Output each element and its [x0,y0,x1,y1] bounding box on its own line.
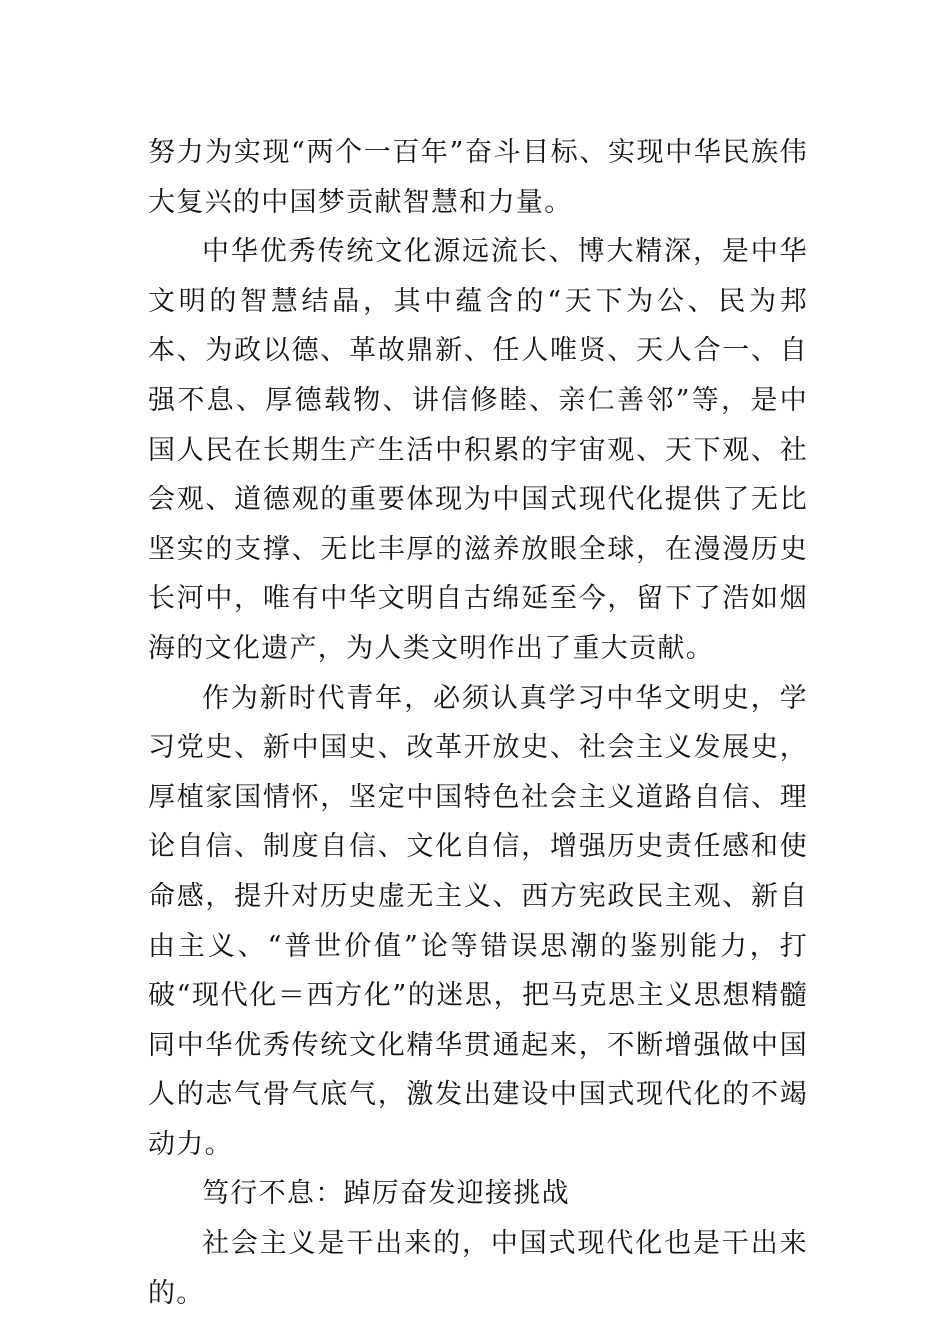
document-body [148,128,808,1318]
paragraph-final: 社会主义是干出来的，中国式现代化也是干出来的。 [148,1228,808,1309]
paragraph-traditional-culture: 中华优秀传统文化源远流长、博大精深，是中华文明的智慧结晶，其中蕴含的“天下为公、民为邦本、为政以德、革故鼎新、任人唯贤、天人合一、自强不息、厚德载物、讲信修睦、亲仁善邻”等，是中国人民在长期生产生活中积累的宇宙观、天下观、社会观、道德观的重要体现为中国式现代化提供了无比坚实的支撑、无比丰厚的滋养放眼全球，在漫漫历史长河中，唯有中华文明自古绵延至今，留下了浩如烟海的文化遗产，为人类文明作出了重大贡献。 [148,236,808,664]
paragraph-youth-responsibility: 作为新时代青年，必须认真学习中华文明史，学习党史、新中国史、改革开放史、社会主义发展史，厚植家国情怀，坚定中国特色社会主义道路自信、理论自信、制度自信、文化自信，增强历史责任感和使命感，提升对历史虚无主义、西方宪政民主观、新自由主义、“普世价值”论等错误思潮的鉴别能力，打破“现代化＝西方化”的迷思，把马克思主义思想精髓同中华优秀传统文化精华贯通起来，不断增强做中国人的志气骨气底气，激发出建设中国式现代化的不竭动力。 [148,682,808,1160]
paragraph-continuation: 努力为实现“两个一百年”奋斗目标、实现中华民族伟大复兴的中国梦贡献智慧和力量。 [148,137,808,218]
section-heading: 笃行不息：踔厉奋发迎接挑战 [202,1178,570,1210]
